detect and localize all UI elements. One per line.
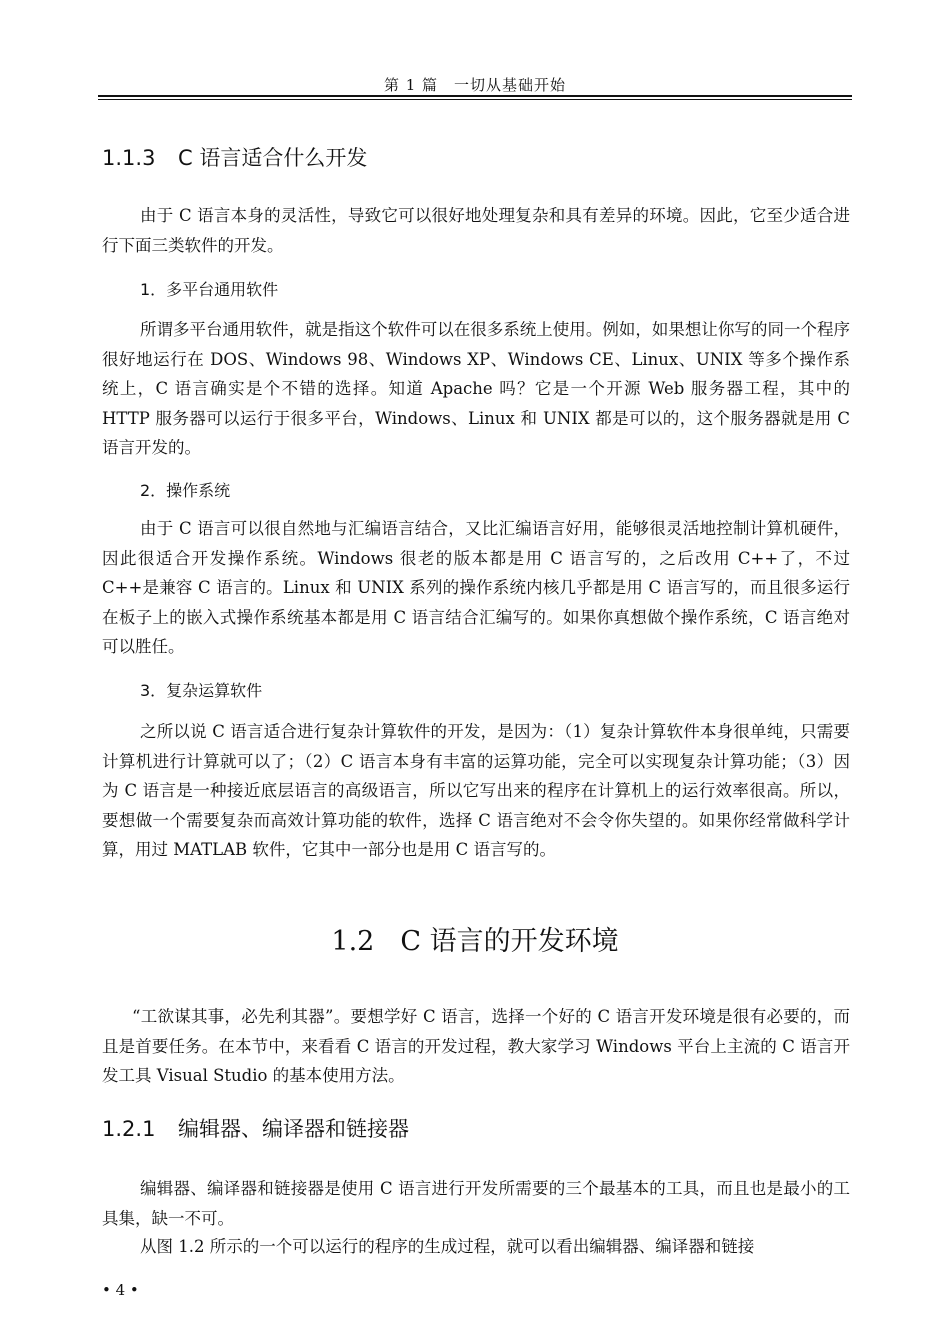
paragraph-dev-env-intro: “工欲谋其事，必先利其器”。要想学好 C 语言，选择一个好的 C 语言开发环境是很有必要的，而且是首要任务。在本节中，来看看 C 语言的开发过程，教大家学习 Windows 平台上主流的 C 语言开发工具 Visual Studio 的基本使用方法。 [102,1007,850,1086]
section-number: 1.1.3 [102,146,156,170]
section-title: C 语言适合什么开发 [178,146,368,170]
paragraph-computation: 之所以说 C 语言适合进行复杂计算软件的开发，是因为：（1）复杂计算软件本身很单纯，只需要计算机进行计算就可以了；（2）C 语言本身有丰富的运算功能，完全可以实现复杂计算功能；（3）因为 C 语言是一种接近底层语言的高级语言，所以它写出来的程序在计算机上的运行效率很高。所以，要想做一个需要复杂而高效计算功能的软件，选择 C 语言绝对不会令你失望的。如果你经常做科学计算，用过 MATLAB 软件，它其中一部分也是用 C 语言写的。 [102,722,850,860]
header-rule-thin [98,99,852,100]
running-head: 第 1 篇 一切从基础开始 [383,76,567,94]
section-title: 编辑器、编译器和链接器 [178,1117,409,1141]
paragraph-tools: 编辑器、编译器和链接器是使用 C 语言进行开发所需要的三个最基本的工具，而且也是最小的工具集，缺一不可。 [102,1179,850,1228]
section-number: 1.2.1 [102,1117,156,1141]
paragraph-intro: 由于 C 语言本身的灵活性，导致它可以很好地处理复杂和具有差异的环境。因此，它至少适合进行下面三类软件的开发。 [102,206,850,255]
section-heading-1-1-3 [102,142,367,172]
section-heading-1-2 [0,919,950,958]
paragraph-figure-ref: 从图 1.2 所示的一个可以运行的程序的生成过程，就可以看出编辑器、编译器和链接 [140,1237,755,1256]
header-rule-thick [98,95,852,97]
subheading-multiplatform: 1．多平台通用软件 [140,280,279,299]
subheading-computation: 3．复杂运算软件 [140,681,263,700]
subheading-os: 2．操作系统 [140,481,231,500]
paragraph-multiplatform: 所谓多平台通用软件，就是指这个软件可以在很多系统上使用。例如，如果想让你写的同一个程序很好地运行在 DOS、Windows 98、Windows XP、Windows CE、Linux、UNIX 等多个操作系统上，C 语言确实是个不错的选择。知道 Apache 吗？它是一个开源 Web 服务器工程，其中的 HTTP 服务器可以运行于很多平台，Windows、Linux 和 UNIX 都是可以的，这个服务器就是用 C 语言开发的。 [102,320,850,458]
section-heading-1-2-1 [102,1113,409,1143]
page-number: • 4 • [102,1281,139,1299]
section-number: 1.2 [331,926,375,957]
paragraph-os: 由于 C 语言可以很自然地与汇编语言结合，又比汇编语言好用，能够很灵活地控制计算机硬件，因此很适合开发操作系统。Windows 很老的版本都是用 C 语言写的，之后改用 C++了，不过 C++是兼容 C 语言的。Linux 和 UNIX 系列的操作系统内核几乎都是用 C 语言写的，而且很多运行在板子上的嵌入式操作系统基本都是用 C 语言结合汇编写的。如果你真想做个操作系统，C 语言绝对可以胜任。 [102,519,850,657]
section-title: C 语言的开发环境 [400,926,619,957]
